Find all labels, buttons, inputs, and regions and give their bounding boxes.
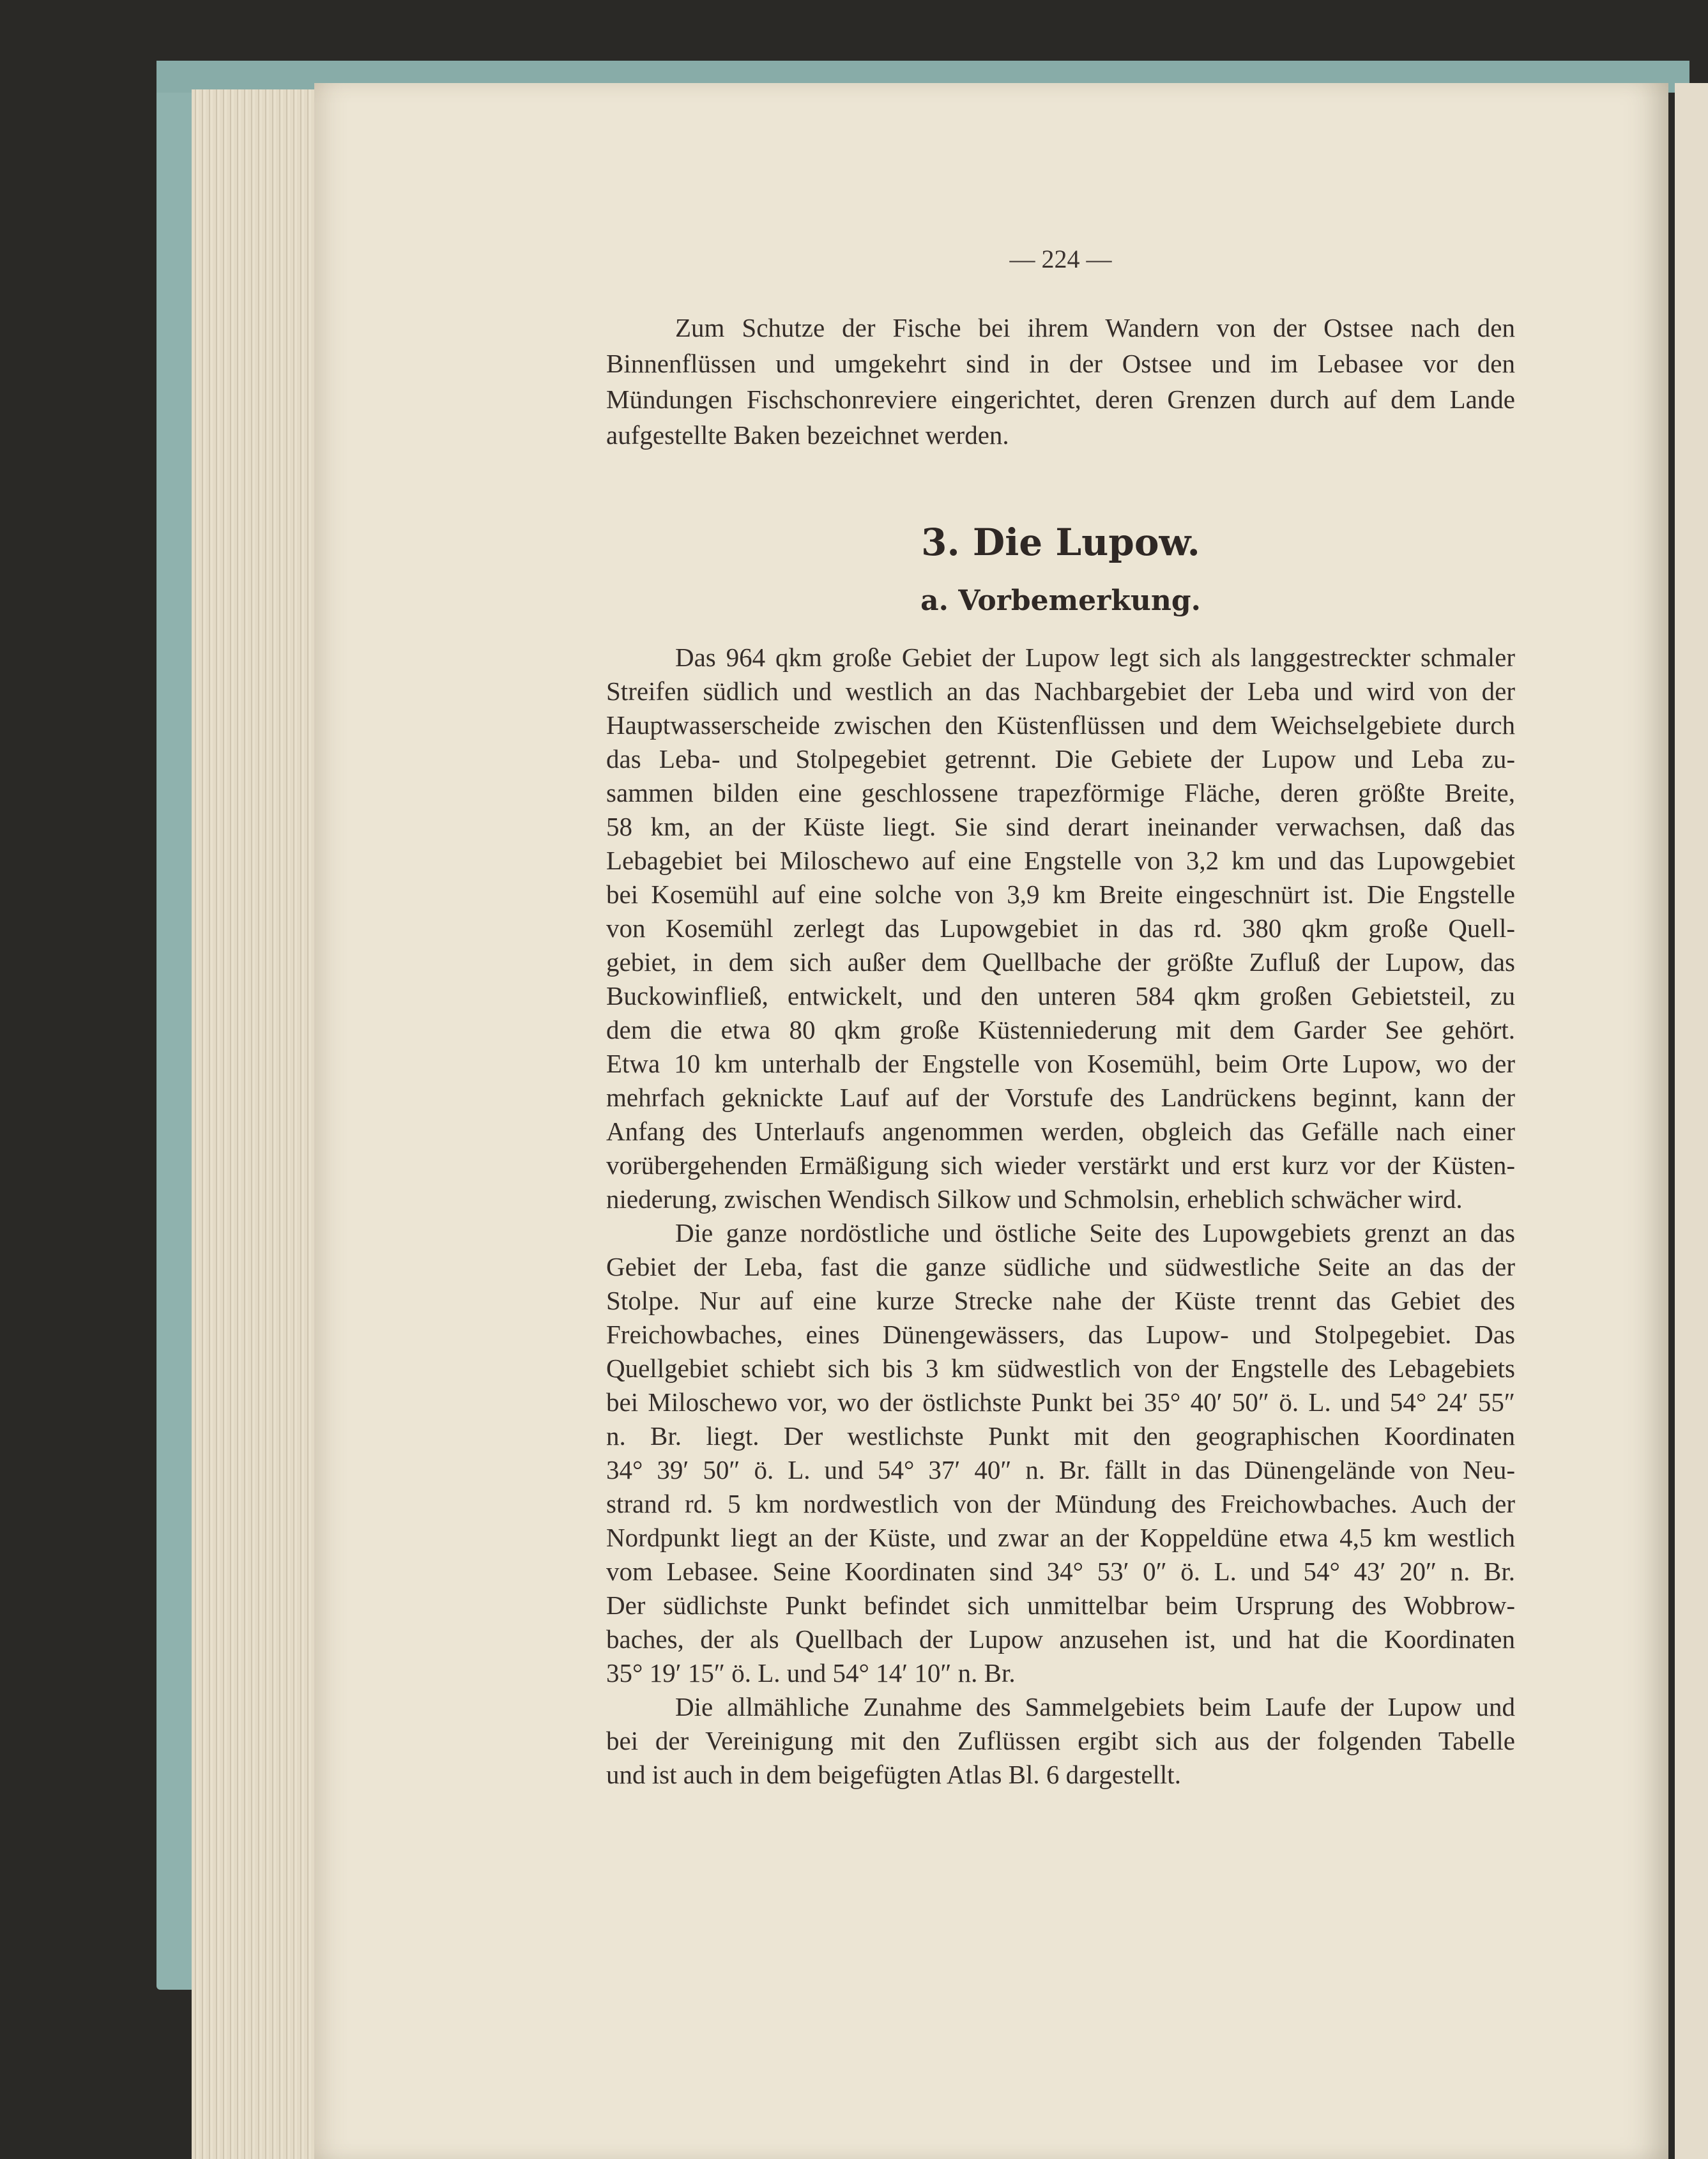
text-line: Quellgebiet schiebt sich bis 3 km südwestlich von der Engstelle des Lebagebiets: [606, 1354, 1515, 1383]
text-line: Das 964 qkm große Gebiet der Lupow legt sich als langgestreckter schmaler: [675, 643, 1515, 672]
text-line: vorübergehenden Ermäßigung sich wieder verstärkt und erst kurz vor der Küsten-: [606, 1150, 1515, 1180]
page-number: — 224 —: [1009, 245, 1112, 273]
text-line: Freichowbaches, eines Dünengewässers, das Lupow- und Stolpegebiet. Das: [606, 1320, 1515, 1349]
text-line: Anfang des Unterlaufs angenommen werden, obgleich das Gefälle nach einer: [606, 1117, 1515, 1146]
text-line: Mündungen Fischschonreviere eingerichtet, deren Grenzen durch auf dem Lande: [606, 385, 1515, 414]
text-line: Hauptwasserscheide zwischen den Küstenflüssen und dem Weichselgebiete durch: [606, 710, 1515, 740]
text-line: niederung, zwischen Wendisch Silkow und Schmolsin, erheblich schwächer wird.: [606, 1184, 1463, 1214]
text-line: vom Lebasee. Seine Koordinaten sind 34° 53′ 0″ ö. L. und 54° 43′ 20″ n. Br.: [606, 1557, 1515, 1586]
intro-paragraph: [606, 310, 1515, 453]
body-text: [606, 641, 1515, 1792]
text-line: mehrfach geknickte Lauf auf der Vorstufe des Landrückens beginnt, kann der: [606, 1083, 1515, 1112]
paragraph: [606, 1690, 1515, 1792]
text-line: Etwa 10 km unterhalb der Engstelle von Kosemühl, beim Orte Lupow, wo der: [606, 1049, 1515, 1078]
text-line: gebiet, in dem sich außer dem Quellbache der größte Zufluß der Lupow, das: [606, 947, 1515, 977]
text-line: Zum Schutze der Fische bei ihrem Wandern von der Ostsee nach den: [675, 313, 1515, 342]
text-line: von Kosemühl zerlegt das Lupowgebiet in das rd. 380 qkm große Quell-: [606, 913, 1515, 943]
text-line: Binnenflüssen und umgekehrt sind in der Ostsee und im Lebasee vor den: [606, 349, 1515, 378]
text-line: bei der Vereinigung mit den Zuflüssen ergibt sich aus der folgenden Tabelle: [606, 1726, 1515, 1755]
text-line: Die ganze nordöstliche und östliche Seite des Lupowgebiets grenzt an das: [675, 1218, 1515, 1247]
text-line: Lebagebiet bei Miloschewo auf eine Engstelle von 3,2 km und das Lupowgebiet: [606, 846, 1515, 875]
text-line: Streifen südlich und westlich an das Nachbargebiet der Leba und wird von der: [606, 676, 1515, 706]
text-line: 58 km, an der Küste liegt. Sie sind derart ineinander verwachsen, daß das: [606, 812, 1515, 841]
text-line: das Leba- und Stolpegebiet getrennt. Die Gebiete der Lupow und Leba zu-: [606, 744, 1515, 774]
text-line: und ist auch in dem beigefügten Atlas Bl. 6 dargestellt.: [606, 1760, 1181, 1789]
text-line: Buckowinfließ, entwickelt, und den unteren 584 qkm großen Gebietsteil, zu: [606, 981, 1515, 1011]
text-line: Stolpe. Nur auf eine kurze Strecke nahe der Küste trennt das Gebiet des: [606, 1286, 1515, 1315]
facing-page-edge: [1675, 83, 1708, 2159]
section-heading: 3. Die Lupow.: [921, 521, 1200, 564]
subsection-heading: a. Vorbemerkung.: [920, 584, 1201, 617]
text-line: n. Br. liegt. Der westlichste Punkt mit den geographischen Koordinaten: [606, 1421, 1515, 1451]
text-line: Der südlichste Punkt befindet sich unmittelbar beim Ursprung des Wobbrow-: [606, 1591, 1515, 1620]
text-line: Die allmähliche Zunahme des Sammelgebiets beim Laufe der Lupow und: [675, 1692, 1515, 1721]
paragraph: [606, 310, 1515, 453]
text-line: 34° 39′ 50″ ö. L. und 54° 37′ 40″ n. Br. fällt in das Dünengelände von Neu-: [606, 1455, 1515, 1484]
text-line: strand rd. 5 km nordwestlich von der Mündung des Freichowbaches. Auch der: [606, 1489, 1515, 1518]
paragraph: [606, 1216, 1515, 1690]
text-line: baches, der als Quellbach der Lupow anzusehen ist, und hat die Koordinaten: [606, 1624, 1515, 1654]
text-line: Nordpunkt liegt an der Küste, und zwar an der Koppeldüne etwa 4,5 km westlich: [606, 1523, 1515, 1552]
text-line: bei Kosemühl auf eine solche von 3,9 km Breite eingeschnürt ist. Die Engstelle: [606, 880, 1515, 909]
text-line: aufgestellte Baken bezeichnet werden.: [606, 420, 1009, 450]
text-line: Gebiet der Leba, fast die ganze südliche und südwestliche Seite an das der: [606, 1252, 1515, 1281]
text-line: dem die etwa 80 qkm große Küstenniederung mit dem Garder See gehört.: [606, 1015, 1515, 1044]
text-line: sammen bilden eine geschlossene trapezförmige Fläche, deren größte Breite,: [606, 778, 1515, 807]
paragraph: [606, 641, 1515, 1216]
page-stack-edges: [192, 89, 316, 2159]
text-line: bei Miloschewo vor, wo der östlichste Punkt bei 35° 40′ 50″ ö. L. und 54° 24′ 55″: [606, 1387, 1515, 1417]
text-line: 35° 19′ 15″ ö. L. und 54° 14′ 10″ n. Br.: [606, 1658, 1016, 1688]
